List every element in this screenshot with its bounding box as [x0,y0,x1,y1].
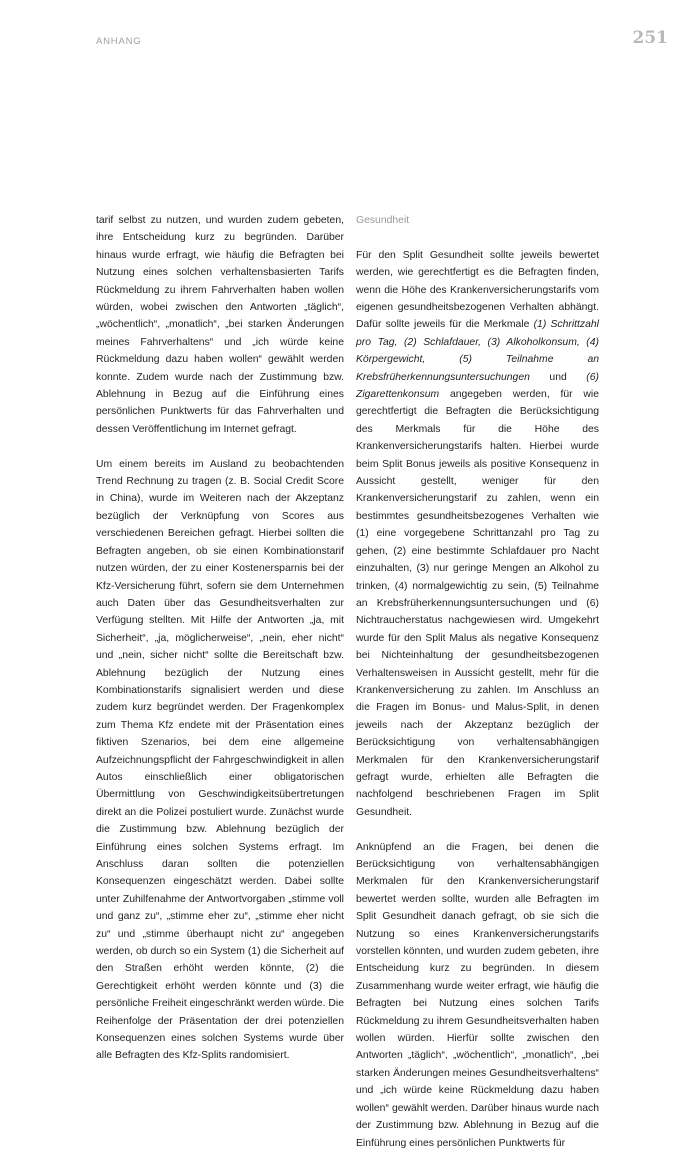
paragraph: tarif selbst zu nutzen, und wurden zudem gebeten, ihre Entscheidung kurz zu begründen. Darüber hinaus wurde erfragt, wie häufig die Befragten bei Nutzung eines solchen verhaltensbasierten Tarifs Rückmeldung zu ihrem Fahrverhalten haben wollen würden, wobei zwischen den Antworten „täglich“, „wöchentlich“, „monatlich“, „bei starken Änderungen meines Fahrverhaltens“ und „ich würde keine Rückmeldung dazu haben wollen“ gewählt werden konnte. Zudem wurde nach der Zustimmung bzw. Ablehnung in Bezug auf die Einführung eines persönlichen Punktwerts für das Fahrverhalten und dessen Veröffentlichung im Internet gefragt. [96,215,344,435]
running-head: ANHANG [96,36,142,47]
paragraph: Um einem bereits im Ausland zu beobachtenden Trend Rechnung zu tragen (z. B. Social Credit Score in China), wurde im Weiteren nach der Akzeptanz bezüglich der Verknüpfung von Scores aus verschiedenen Bereichen gefragt. Hierbei sollten die Befragten angeben, ob sie einen Kombinationstarif nutzen würden, der zu einer Kostenersparnis bei der Kfz-Versicherung führt, sofern sie dem Unternehmen auch Daten über das Gesundheitsverhalten zur Verfügung stellten. Mit Hilfe der Antworten „ja, mit Sicherheit“, „ja, möglicherweise“, „nein, eher nicht“ und „nein, sicher nicht“ sollte die Bereitschaft bzw. Ablehnung bezüglich der Nutzung eines Kombinationstarifs signalisiert werden und diese zudem kurz begründet werden. Der Fragenkomplex zum Thema Kfz endete mit der Präsentation eines fiktiven Szenarios, bei dem eine allgemeine Aufzeichnungspflicht der Fahrgeschwindigkeit in allen Autos einschließlich einer obligatorischen Übermittlung von Geschwindigkeitsübertretungen direkt an die Polizei postuliert wurde. Zunächst wurde die Zustimmung bzw. Ablehnung bezüglich der Einführung eines solchen Systems erfragt. Im Anschluss daran sollten die potenziellen Konsequenzen eingeschätzt werden. Dabei sollte unter Zuhilfenahme der Antwortvorgaben „stimme voll und ganz zu“, „stimme eher zu“, „stimme eher nicht zu“ und „stimme überhaupt nicht zu“ angegeben werden, ob durch so ein System (1) die Sicherheit auf den Straßen erhöht werden könnte, (2) die Gerechtigkeit erhöht werden könnte und (3) die persönliche Freiheit eingeschränkt werden würde. Die Reihenfolge der Präsentation der drei potenziellen Konsequenzen eines solchen Systems wurde über alle Befragten des Kfz-Splits randomisiert. [96,458,344,1062]
right-column [356,212,599,1169]
paragraph: Anknüpfend an die Fragen, bei denen die Berücksichtigung von verhaltensabhängigen Merkmalen für den Krankenversicherungstarif bewertet werden sollte, wurden alle Befragten im Split Gesundheit danach gefragt, ob sie sich die Nutzung so eines Krankenversicherungstarifs vorstellen könnten, und wurden zudem gebeten, ihre Entscheidung kurz zu begründen. In diesem Zusammenhang wurde weiter erfragt, wie häufig die Befragten bei Nutzung eines solchen Tarifs Rückmeldung zu ihrem Gesundheitsverhalten haben wollen würden. Hierfür sollte zwischen den Antworten „täglich“, „wöchentlich“, „monatlich“, „bei starken Änderungen meines Gesundheitsverhaltens“ und „ich würde keine Rückmeldung dazu haben wollen“ gewählt werden. Darüber hinaus wurde nach der Zustimmung bzw. Ablehnung in Bezug auf die Einführung eines persönlichen Punktwerts für [356,841,599,1149]
section-heading: Gesundheit [356,215,410,226]
left-column [96,212,344,1082]
paragraph-text: und [529,371,587,383]
paragraph-text: Für den Split Gesundheit sollte jeweils bewertet werden, wie gerechtfertigt es die Befragten finden, wenn die Höhe des Krankenversicherungstarifs vom eigenen gesundheitsbezogenen Verhalten abhängt. Dafür sollte jeweils für die Merkmale [356,249,599,331]
page-number: 251 [632,28,668,48]
paragraph-text: angegeben werden, für wie gerechtfertigt die Befragten die Berücksichtigung des Merkmals für die Höhe des Krankenversicherungstarifs halten. Hierbei wurde beim Split Bonus jeweils als positive Konsequenz in Aussicht gestellt, weniger für den Krankenversicherungstarif zu zahlen, wenn ein bestimmtes gesundheitsbezogenes Verhalten wie (1) eine vorgegebene Schrittanzahl pro Tag zu gehen, (2) eine bestimmte Schlafdauer pro Nacht einzuhalten, (3) nur geringe Mengen an Alkohol zu trinken, (4) normalgewichtig zu sein, (5) Teilnahme an Krebsfrüherkennungsuntersuchungen und (6) Nichtraucherstatus nachgewiesen wird. Umgekehrt wurde für den Split Malus als negative Konsequenz bei Nichteinhaltung der gesundheitsbezogenen Verhaltensweisen in Aussicht gestellt, mehr für die Krankenversicherung zu zahlen. Im Anschluss an die Fragen im Bonus- und Malus-Split, in denen jeweils nach der Akzeptanz bezüglich der Berücksichtigung von verhaltensabhängigen Merkmalen für den Krankenversicherungstarif gefragt wurde, erhielten alle Befragten die nachfolgend beschriebenen Fragen im Split Gesundheit. [356,389,599,818]
emphasis-text: (6) Zigarettenkonsum [356,371,599,401]
emphasis-text: (1) Schrittzahl pro Tag, (2) Schlafdauer, (3) Alkoholkonsum, (4) Körpergewicht, (5) Teilnahme an Krebsfrüherkennungsuntersuchungen [356,319,599,383]
paragraph [356,247,599,821]
